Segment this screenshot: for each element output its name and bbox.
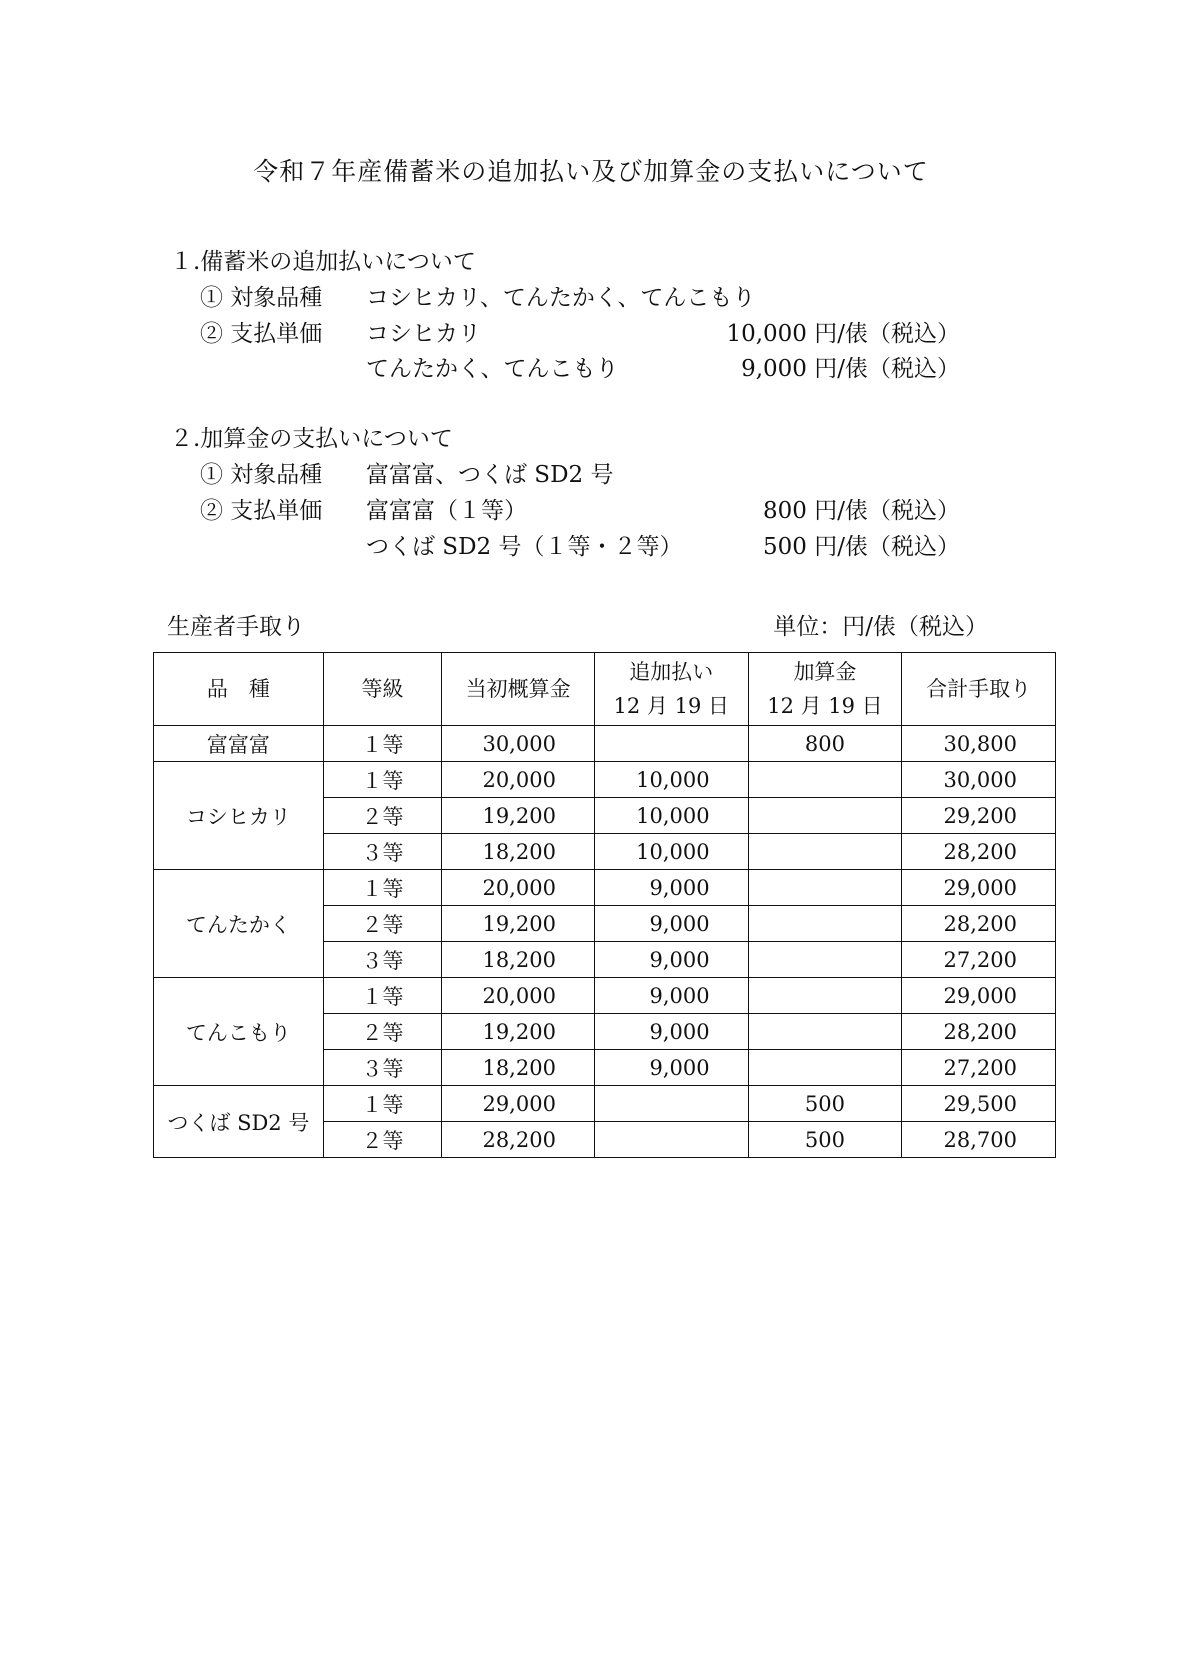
cell-bonus [748, 942, 902, 978]
cell-additional-payment: 9,000 [594, 1050, 748, 1086]
cell-total: 30,800 [902, 726, 1056, 762]
cell-variety: てんこもり [154, 978, 324, 1086]
header-additional-payment [594, 653, 748, 726]
header-base: 当初概算金 [442, 653, 595, 726]
cell-additional-payment: 10,000 [594, 834, 748, 870]
cell-total: 29,500 [902, 1086, 1056, 1122]
cell-bonus [748, 1014, 902, 1050]
header-additional-payment-label: 追加払い [629, 660, 714, 684]
cell-total: 30,000 [902, 762, 1056, 798]
cell-variety: てんたかく [154, 870, 324, 978]
cell-grade: ２等 [323, 798, 442, 834]
section2-price-value-1: 800 円/俵（税込） [763, 498, 960, 524]
cell-base-price: 19,200 [442, 906, 595, 942]
section2-item1-value: 富富富、つくば SD2 号 [366, 462, 614, 488]
section2-price-name-2: つくば SD2 号（１等・２等） [366, 534, 683, 560]
cell-grade: １等 [323, 726, 442, 762]
section1-item1-label: ① 対象品種 [200, 285, 323, 311]
cell-total: 28,700 [902, 1122, 1056, 1158]
header-variety: 品 種 [154, 653, 324, 726]
cell-base-price: 19,200 [442, 1014, 595, 1050]
cell-base-price: 18,200 [442, 942, 595, 978]
cell-grade: １等 [323, 1086, 442, 1122]
cell-base-price: 19,200 [442, 798, 595, 834]
section2-heading: ２.加算金の支払いについて [170, 426, 453, 452]
cell-additional-payment: 10,000 [594, 762, 748, 798]
table-header-row [154, 653, 1056, 726]
cell-grade: ２等 [323, 906, 442, 942]
section2-price-value-2: 500 円/俵（税込） [763, 534, 960, 560]
cell-bonus: 500 [748, 1086, 902, 1122]
cell-total: 27,200 [902, 942, 1056, 978]
cell-grade: ２等 [323, 1014, 442, 1050]
cell-grade: ２等 [323, 1122, 442, 1158]
section1-price-value-1: 10,000 円/俵（税込） [726, 321, 960, 347]
cell-bonus [748, 762, 902, 798]
cell-additional-payment: 9,000 [594, 906, 748, 942]
cell-base-price: 18,200 [442, 834, 595, 870]
unit-label: 単位：円/俵（税込） [773, 614, 988, 640]
cell-base-price: 29,000 [442, 1086, 595, 1122]
cell-bonus [748, 834, 902, 870]
section1-heading: １.備蓄米の追加払いについて [170, 249, 476, 275]
section1-item2-label: ② 支払単価 [200, 321, 323, 347]
cell-total: 29,000 [902, 978, 1056, 1014]
cell-total: 28,200 [902, 906, 1056, 942]
cell-total: 29,200 [902, 798, 1056, 834]
section2-price-name-1: 富富富（１等） [366, 498, 527, 524]
cell-base-price: 20,000 [442, 870, 595, 906]
cell-base-price: 18,200 [442, 1050, 595, 1086]
header-bonus-label: 加算金 [793, 660, 857, 684]
cell-bonus [748, 798, 902, 834]
cell-grade: １等 [323, 870, 442, 906]
cell-grade: １等 [323, 762, 442, 798]
cell-total: 27,200 [902, 1050, 1056, 1086]
table-caption: 生産者手取り [167, 614, 305, 640]
cell-grade: ３等 [323, 834, 442, 870]
header-total: 合計手取り [902, 653, 1056, 726]
cell-bonus [748, 978, 902, 1014]
table-row [154, 726, 1056, 762]
cell-additional-payment [594, 1086, 748, 1122]
cell-additional-payment: 9,000 [594, 978, 748, 1014]
cell-variety: コシヒカリ [154, 762, 324, 870]
table-row [154, 978, 1056, 1014]
section1-price-value-2: 9,000 円/俵（税込） [741, 356, 960, 382]
table-row [154, 762, 1056, 798]
cell-grade: ３等 [323, 1050, 442, 1086]
cell-bonus [748, 1050, 902, 1086]
page-title: 令和７年産備蓄米の追加払い及び加算金の支払いについて [253, 157, 929, 186]
cell-base-price: 30,000 [442, 726, 595, 762]
header-bonus [748, 653, 902, 726]
section1-item1-value: コシヒカリ、てんたかく、てんこもり [366, 285, 756, 311]
cell-total: 28,200 [902, 1014, 1056, 1050]
table-row [154, 870, 1056, 906]
cell-bonus [748, 906, 902, 942]
cell-bonus: 500 [748, 1122, 902, 1158]
cell-variety: つくば SD2 号 [154, 1086, 324, 1158]
cell-bonus [748, 870, 902, 906]
cell-total: 29,000 [902, 870, 1056, 906]
cell-grade: １等 [323, 978, 442, 1014]
header-grade: 等級 [323, 653, 442, 726]
cell-additional-payment: 9,000 [594, 870, 748, 906]
section2-item2-label: ② 支払単価 [200, 498, 323, 524]
cell-base-price: 20,000 [442, 762, 595, 798]
cell-grade: ３等 [323, 942, 442, 978]
table-row [154, 1086, 1056, 1122]
cell-base-price: 20,000 [442, 978, 595, 1014]
section2-item1-label: ① 対象品種 [200, 462, 323, 488]
section1-price-name-1: コシヒカリ [366, 321, 481, 347]
cell-additional-payment: 10,000 [594, 798, 748, 834]
cell-additional-payment: 9,000 [594, 1014, 748, 1050]
cell-additional-payment [594, 726, 748, 762]
cell-base-price: 28,200 [442, 1122, 595, 1158]
cell-variety: 富富富 [154, 726, 324, 762]
section1-price-name-2: てんたかく、てんこもり [366, 356, 619, 382]
cell-bonus: 800 [748, 726, 902, 762]
cell-total: 28,200 [902, 834, 1056, 870]
header-additional-payment-date: 12 月 19 日 [613, 694, 730, 718]
price-table [153, 652, 1056, 1158]
table-body [154, 726, 1056, 1158]
header-bonus-date: 12 月 19 日 [767, 694, 883, 718]
cell-additional-payment: 9,000 [594, 942, 748, 978]
cell-additional-payment [594, 1122, 748, 1158]
